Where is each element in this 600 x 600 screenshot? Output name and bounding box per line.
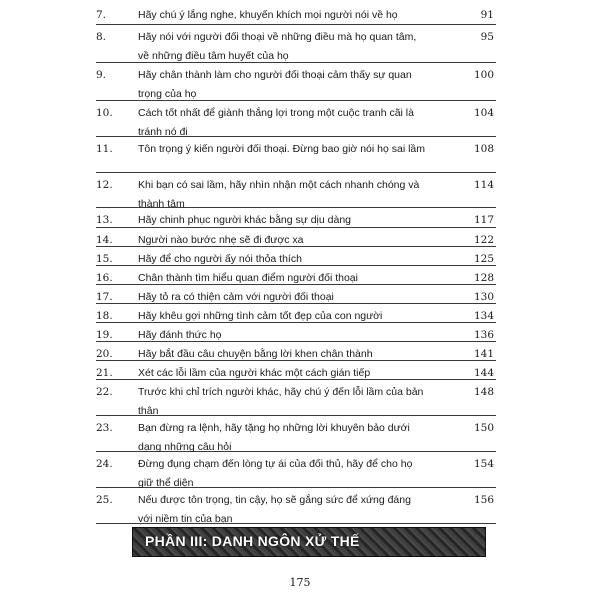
toc-title: Hãy chú ý lắng nghe, khuyến khích mọi người nói về họ [138,9,398,21]
toc-page: 114 [473,179,494,191]
section-banner-title: PHẦN III: DANH NGÔN XỬ THẾ [145,533,360,549]
toc-number: 17. [96,291,113,303]
toc-number: 8. [96,31,107,43]
toc-page: 95 [480,31,494,43]
toc-row-10 [96,101,496,137]
toc-number: 23. [96,422,113,434]
table-of-contents [96,3,496,524]
toc-row-11 [96,137,496,173]
toc-title: Bạn đừng ra lệnh, hãy tặng họ những lời khuyên bảo dưới dạng những câu hỏi [138,422,410,453]
toc-page: 150 [473,422,494,434]
toc-row-21 [96,361,496,380]
toc-row-24 [96,452,496,488]
toc-title: Hãy để cho người ấy nói thỏa thích [138,253,302,265]
page-number: 175 [289,576,311,589]
toc-number: 7. [96,9,107,21]
toc-title: Hãy tỏ ra có thiện cảm với người đối thoại [138,291,334,303]
toc-number: 19. [96,329,113,341]
toc-title: Hãy bắt đầu câu chuyện bằng lời khen chân thành [138,348,373,360]
toc-number: 10. [96,107,113,119]
toc-number: 21. [96,367,113,379]
toc-row-9 [96,63,496,101]
toc-title: Người nào bước nhẹ sẽ đi được xa [138,234,304,246]
toc-number: 25. [96,494,113,506]
toc-title: Đừng đụng chạm đến lòng tự ái của đối thủ, hãy để cho họ giữ thể diện [138,458,413,489]
toc-number: 9. [96,69,107,81]
section-banner [132,527,486,557]
toc-page: 136 [473,329,494,341]
toc-page: 128 [473,272,494,284]
toc-row-20 [96,342,496,361]
toc-row-17 [96,285,496,304]
toc-title: Hãy chân thành làm cho người đối thoại cảm thấy sự quan trọng của họ [138,69,412,100]
toc-number: 24. [96,458,113,470]
toc-number: 22. [96,386,113,398]
toc-page: 117 [473,214,494,226]
toc-row-8 [96,25,496,63]
toc-title: Tôn trọng ý kiến người đối thoại. Đừng bao giờ nói họ sai lầm [138,143,425,155]
toc-row-19 [96,323,496,342]
toc-title: Trước khi chỉ trích người khác, hãy chú ý đến lỗi lầm của bản thân [138,386,424,417]
toc-number: 14. [96,234,113,246]
toc-number: 16. [96,272,113,284]
toc-number: 18. [96,310,113,322]
toc-row-13 [96,208,496,228]
toc-number: 20. [96,348,113,360]
toc-page: 130 [473,291,494,303]
toc-title: Nếu được tôn trọng, tin cậy, họ sẽ gắng sức để xứng đáng với niềm tin của bạn [138,494,411,525]
toc-number: 12. [96,179,113,191]
toc-row-16 [96,266,496,285]
toc-number: 11. [96,143,113,155]
toc-row-7 [96,3,496,25]
toc-row-15 [96,247,496,266]
toc-row-22 [96,380,496,416]
toc-title: Hãy đánh thức họ [138,329,222,341]
toc-page: 91 [480,9,494,21]
toc-title: Chân thành tìm hiểu quan điểm người đối thoại [138,272,358,284]
toc-page: 104 [473,107,494,119]
toc-title: Cách tốt nhất để giành thắng lợi trong một cuộc tranh cãi là tránh nó đi [138,107,414,138]
toc-page: 144 [473,367,494,379]
toc-title: Xét các lỗi lầm của người khác một cách gián tiếp [138,367,371,379]
toc-row-12 [96,173,496,208]
toc-row-23 [96,416,496,452]
toc-page: 134 [473,310,494,322]
toc-page: 122 [473,234,494,246]
toc-number: 15. [96,253,113,265]
toc-page: 108 [473,143,494,155]
toc-row-14 [96,228,496,247]
toc-page: 154 [473,458,494,470]
toc-title: Khi bạn có sai lầm, hãy nhìn nhận một cách nhanh chóng và thành tâm [138,179,420,210]
toc-number: 13. [96,214,113,226]
toc-page: 141 [473,348,494,360]
toc-title: Hãy chinh phục người khác bằng sự dịu dàng [138,214,351,226]
toc-page: 125 [473,253,494,265]
toc-row-25 [96,488,496,524]
toc-row-18 [96,304,496,323]
toc-page: 156 [473,494,494,506]
toc-page: 148 [473,386,494,398]
toc-title: Hãy nói với người đối thoại về những điều mà họ quan tâm, về những điều tâm huyết của họ [138,31,417,62]
toc-title: Hãy khêu gợi những tình cảm tốt đẹp của con người [138,310,383,322]
toc-page: 100 [473,69,494,81]
